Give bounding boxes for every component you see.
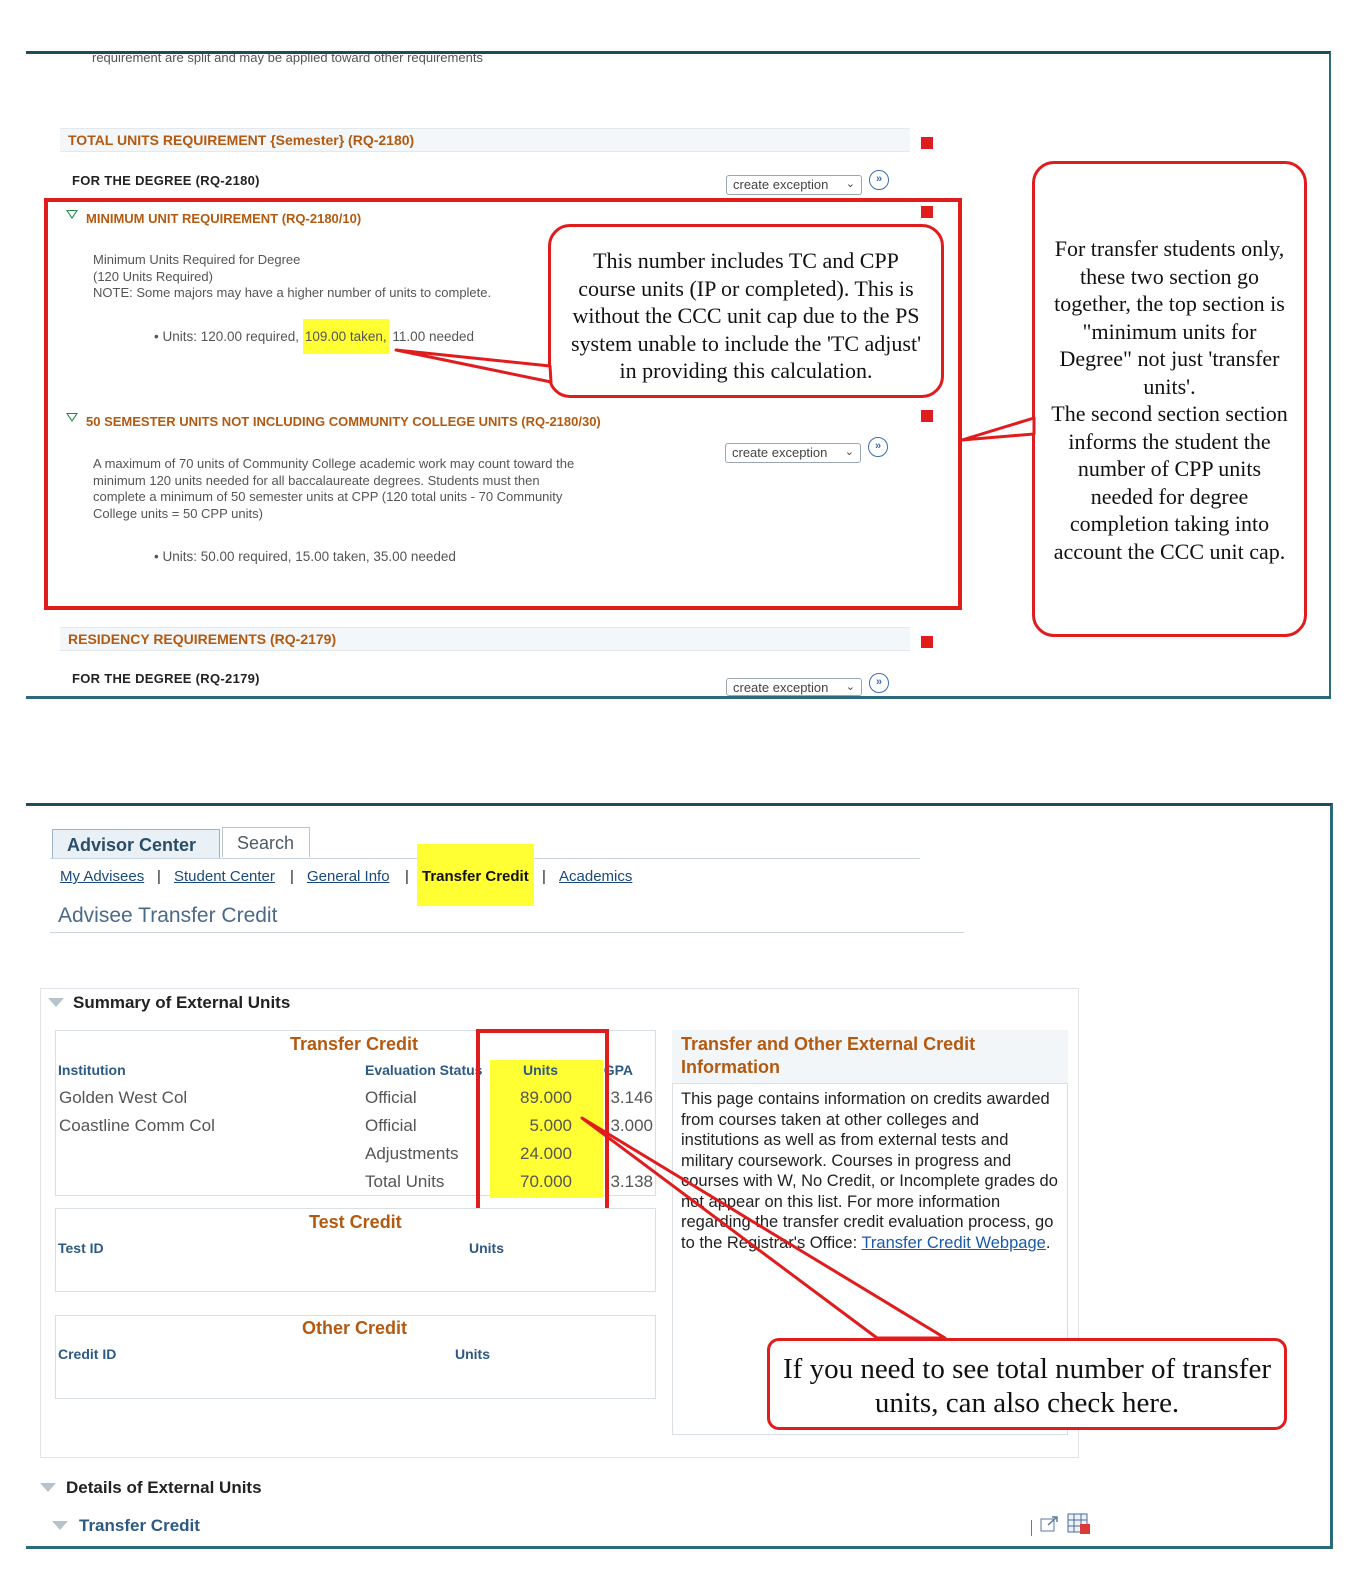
units-needed: 11.00 needed: [392, 329, 475, 344]
info-title-line: Information: [681, 1057, 780, 1077]
requirement-title: RESIDENCY REQUIREMENTS (RQ-2179): [68, 631, 337, 647]
desc-line: minimum 120 units needed for all baccalaureate degrees. Students must then: [93, 472, 540, 488]
col-header-units: Units: [469, 1240, 504, 1256]
nav-link-academics[interactable]: Academics: [559, 868, 633, 885]
info-text: [681, 1089, 1061, 1253]
requirement-header-residency: [60, 627, 910, 651]
chevron-down-icon: ⌄: [845, 681, 855, 693]
cell-units: 70.000: [520, 1172, 572, 1191]
desc-line: complete a minimum of 50 semester units at CPP (120 total units - 70 Community: [93, 489, 563, 504]
degree-label: FOR THE DEGREE (RQ-2179): [72, 671, 260, 686]
nav-separator: |: [290, 868, 294, 885]
status-unmet-icon: [921, 137, 933, 149]
units-summary: • Units: 50.00 required, 15.00 taken, 35.00 needed: [154, 549, 456, 564]
chevron-down-icon: ⌄: [844, 446, 854, 458]
cell-gpa: 3.000: [610, 1116, 653, 1135]
new-window-icon[interactable]: [1040, 1515, 1060, 1533]
callout-line: For transfer students only,: [1054, 236, 1285, 261]
tab-advisor-center[interactable]: Advisor Center: [52, 829, 220, 859]
cell-institution: Coastline Comm Col: [59, 1116, 215, 1135]
collapse-triangle-icon[interactable]: [52, 1521, 68, 1530]
title-divider: [50, 932, 964, 933]
callout-line: in providing this calculation.: [619, 358, 873, 383]
subrequirement-title: 50 SEMESTER UNITS NOT INCLUDING COMMUNITY COLLEGE UNITS (RQ-2180/30): [86, 414, 601, 429]
callout-line: system unable to include the 'TC adjust': [570, 330, 922, 356]
requirement-header-total-units: [60, 128, 910, 152]
desc-line: NOTE: Some majors may have a higher number of units to complete.: [93, 285, 492, 300]
callout-line: This number includes TC and CPP: [593, 248, 899, 273]
info-title: [681, 1033, 1061, 1079]
grid-title: Test Credit: [309, 1212, 402, 1232]
callout-line: completion taking into: [1069, 511, 1270, 536]
create-exception-label: create exception: [733, 177, 829, 192]
go-button[interactable]: »: [868, 437, 888, 457]
subrequirement-title: MINIMUM UNIT REQUIREMENT (RQ-2180/10): [86, 211, 362, 226]
status-unmet-icon: [921, 636, 933, 648]
cell-units: 24.000: [520, 1144, 572, 1163]
create-exception-select[interactable]: [726, 678, 862, 696]
chevron-down-icon: ⌄: [845, 178, 855, 190]
callout-line: units'.: [1143, 373, 1196, 399]
cell-institution: Golden West Col: [59, 1088, 188, 1107]
callout-line: The second section section: [1051, 401, 1288, 426]
download-grid-icon[interactable]: [1067, 1513, 1091, 1535]
tab-search[interactable]: Search: [222, 827, 310, 857]
desc-line: A maximum of 70 units of Community College academic work may count toward the: [93, 456, 575, 471]
annotation-callout-bottom: [767, 1338, 1287, 1430]
col-header-test-id: Test ID: [58, 1240, 104, 1256]
units-taken-highlight: 109.00 taken,: [303, 319, 389, 354]
cell-status: Official: [365, 1088, 417, 1107]
nav-link-general-info[interactable]: General Info: [307, 868, 390, 885]
go-button[interactable]: »: [869, 673, 889, 693]
summary-title: Summary of External Units: [73, 993, 291, 1012]
col-header-evaluation-status: Evaluation Status: [365, 1062, 483, 1078]
cell-status: Adjustments: [365, 1144, 459, 1163]
nav-separator: |: [542, 868, 546, 885]
toolbar-divider: [1031, 1520, 1032, 1536]
requirement-title: TOTAL UNITS REQUIREMENT {Semester} (RQ-2180): [68, 132, 415, 148]
annotation-callout-middle: [548, 224, 944, 398]
callout-line: these two section go: [1079, 263, 1260, 289]
grid-title: Transfer Credit: [290, 1034, 419, 1054]
annotation-callout-right: [1032, 161, 1307, 637]
cell-units: 5.000: [529, 1116, 572, 1135]
cell-status: Official: [365, 1116, 417, 1135]
create-exception-label: create exception: [733, 680, 829, 695]
cell-status: Total Units: [365, 1172, 445, 1191]
nav-separator: |: [157, 868, 161, 885]
info-trail: .: [1045, 1233, 1051, 1252]
cell-gpa: 3.146: [610, 1088, 653, 1107]
nav-current-transfer-credit: Transfer Credit: [422, 868, 529, 885]
callout-line: without the CCC unit cap due to the PS: [572, 303, 920, 328]
grid-title: Other Credit: [302, 1318, 408, 1338]
col-header-units: Units: [455, 1346, 490, 1362]
nav-link-student-center[interactable]: Student Center: [174, 868, 275, 885]
nav-separator: |: [405, 868, 409, 885]
degree-label: FOR THE DEGREE (RQ-2180): [72, 173, 260, 188]
desc-line: (120 Units Required): [93, 268, 213, 284]
cell-gpa: 3.138: [610, 1172, 653, 1191]
col-header-units: Units: [523, 1062, 558, 1078]
info-body: This page contains information on credits awarded from courses taken at other colleges and institutions as well as from external tests and military coursework. Courses in progress and courses with W, No Credit, or Incomplete grades do not appear on this list. For more information regarding the transfer credit evaluation process, go to the Registrar's Office:: [681, 1090, 1058, 1252]
callout-line: course units (IP or completed). This is: [578, 275, 914, 301]
callout-line: If you need to see total number of transfer: [783, 1353, 1271, 1385]
create-exception-select[interactable]: [726, 175, 862, 195]
callout-line: account the CCC unit cap.: [1053, 538, 1286, 564]
go-button[interactable]: »: [869, 170, 889, 190]
desc-line: Minimum Units Required for Degree: [93, 252, 301, 267]
col-header-gpa: GPA: [603, 1062, 633, 1078]
transfer-credit-webpage-link[interactable]: Transfer Credit Webpage: [861, 1233, 1046, 1252]
callout-line: units, can also check here.: [874, 1387, 1180, 1419]
annotation-frame: [476, 1029, 609, 1216]
callout-line: "minimum units for: [1082, 318, 1257, 344]
info-title-line: Transfer and Other External Credit: [681, 1034, 976, 1054]
col-header-credit-id: Credit ID: [58, 1346, 117, 1362]
collapse-triangle-icon[interactable]: [48, 998, 64, 1007]
callout-line: number of CPP units: [1077, 456, 1262, 481]
truncated-text: requirement are split and may be applied toward other requirements: [92, 54, 483, 65]
page-title: Advisee Transfer Credit: [58, 904, 278, 927]
create-exception-label: create exception: [732, 445, 828, 460]
callout-line: together, the top section is: [1054, 291, 1285, 316]
desc-line: College units = 50 CPP units): [93, 505, 263, 521]
details-title: Details of External Units: [66, 1478, 262, 1497]
callout-line: needed for degree: [1090, 483, 1249, 509]
callout-line: Degree" not just 'transfer: [1059, 346, 1280, 371]
details-subtitle: Transfer Credit: [79, 1516, 200, 1535]
nav-link-my-advisees[interactable]: My Advisees: [60, 868, 145, 885]
units-required: • Units: 120.00 required,: [154, 329, 300, 344]
cell-units: 89.000: [520, 1088, 572, 1107]
col-header-institution: Institution: [58, 1062, 126, 1078]
callout-line: informs the student the: [1068, 428, 1271, 454]
collapse-triangle-icon[interactable]: [40, 1483, 56, 1492]
